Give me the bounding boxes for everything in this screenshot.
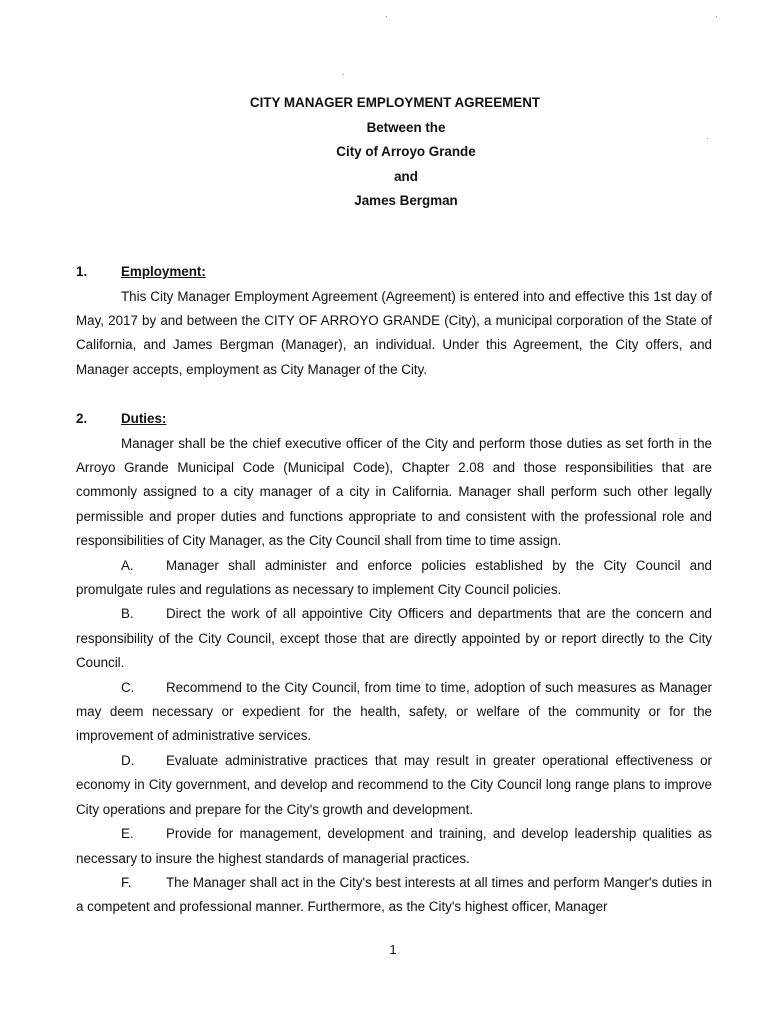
section-heading (76, 260, 712, 285)
title-party-city: City of Arroyo Grande (336, 144, 476, 160)
list-item (76, 822, 712, 871)
section-number: 2. (76, 411, 88, 426)
title-and: and (394, 168, 418, 184)
page-number: 1 (389, 942, 397, 957)
item-text: Evaluate administrative practices that may result in greater operational effectiveness or economy in City government, and develop and recommend to the City Council long range plans to improve City operations and prepare for the City's growth and development. (76, 752, 712, 817)
list-item (76, 554, 712, 603)
section-employment (76, 260, 712, 382)
list-item (76, 602, 712, 675)
item-letter: A. (121, 557, 134, 573)
section-title: Duties: (121, 411, 167, 426)
item-text: Direct the work of all appointive City Officers and departments that are the concern and responsibility of the City Council, except those that are directly appointed by or report directly to the City Council. (76, 606, 712, 671)
title-party-manager: James Bergman (354, 193, 458, 209)
document-title-block (0, 91, 770, 214)
scan-speck (716, 16, 717, 17)
item-letter: E. (121, 826, 134, 842)
section-heading (76, 407, 712, 432)
document-title: CITY MANAGER EMPLOYMENT AGREEMENT (249, 95, 541, 110)
list-item (76, 676, 712, 749)
section-duties (76, 407, 712, 920)
section-title: Employment: (121, 264, 206, 279)
title-between: Between the (366, 119, 446, 135)
section-paragraph: This City Manager Employment Agreement (Agreement) is entered into and effective this 1st day of May, 2017 by and between the CITY OF ARROYO GRANDE (City), a municipal corporation of the State of California, and James Bergman (Manager), an individual. Under this Agreement, the City offers, and Manager accepts, employment as City Manager of the City. (76, 288, 712, 377)
item-letter: B. (121, 606, 134, 622)
section-number: 1. (76, 264, 88, 279)
item-text: Recommend to the City Council, from time to time, adoption of such measures as Manager may deem necessary or expedient for the health, safety, or welfare of the community or for the improvement of administrative services. (76, 679, 712, 744)
item-letter: F. (121, 874, 132, 890)
item-text: Provide for management, development and training, and develop leadership qualities as necessary to insure the highest standards of managerial practices. (76, 826, 712, 866)
item-letter: D. (121, 752, 135, 768)
item-text: The Manager shall act in the City's best interests at all times and perform Manger's duties in a competent and professional manner. Furthermore, as the City's highest officer, Manager (76, 874, 712, 915)
scan-speck (386, 16, 387, 17)
scan-speck (343, 74, 344, 75)
list-item (76, 749, 712, 822)
section-paragraph: Manager shall be the chief executive officer of the City and perform those duties as set forth in the Arroyo Grande Municipal Code (Municipal Code), Chapter 2.08 and those responsibilities that are commonly assigned to a city manager of a city in California. Manager shall perform such other legally permissible and proper duties and functions appropriate to and consistent with the professional role and responsibilities of City Manager, as the City Council shall from time to time assign. (76, 435, 712, 549)
item-letter: C. (121, 679, 135, 695)
item-text: Manager shall administer and enforce policies established by the City Council and promulgate rules and regulations as necessary to implement City Council policies. (76, 557, 712, 598)
list-item (76, 871, 712, 920)
